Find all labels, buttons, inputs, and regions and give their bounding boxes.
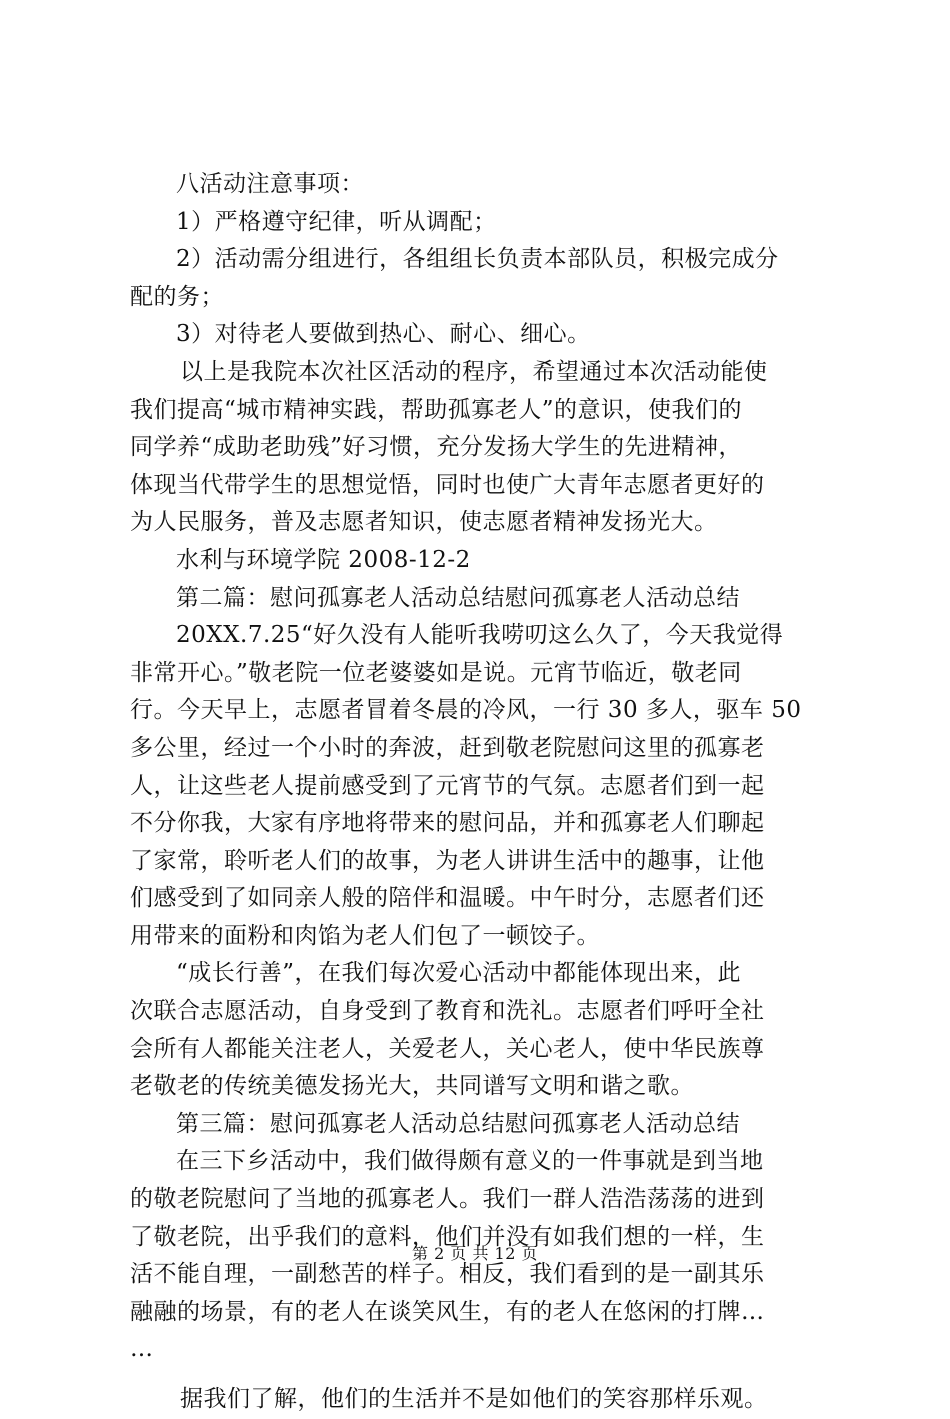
paragraph-line: 用带来的面粉和肉馅为老人们包了一顿饺子。	[130, 922, 600, 949]
paragraph-line: 据我们了解，他们的生活并不是如他们的笑容那样乐观。	[180, 1386, 768, 1412]
paragraph-line: 同学养“成助老助残”好习惯，充分发扬大学生的先进精神，	[130, 434, 743, 461]
paragraph-line: 3）对待老人要做到热心、耐心、细心。	[176, 321, 591, 348]
paragraph-line: 行。今天早上，志愿者冒着冬晨的冷风，一行 30 多人，驱车 50	[130, 697, 802, 724]
paragraph-line: 20XX.7.25“好久没有人能听我唠叨这么久了，今天我觉得	[176, 622, 784, 649]
paragraph-line: 老敬老的传统美德发扬光大，共同谱写文明和谐之歌。	[130, 1073, 694, 1100]
paragraph-line: 人，让这些老人提前感受到了元宵节的气氛。志愿者们到一起	[130, 772, 765, 799]
paragraph-line: 我们提高“城市精神实践，帮助孤寡老人”的意识，使我们的	[130, 396, 743, 423]
paragraph-line: 1）严格遵守纪律，听从调配；	[176, 208, 497, 235]
section-heading: 第三篇：慰问孤寡老人活动总结慰问孤寡老人活动总结	[176, 1110, 740, 1137]
paragraph-line: 不分你我，大家有序地将带来的慰问品，并和孤寡老人们聊起	[130, 810, 765, 837]
paragraph-line: 多公里，经过一个小时的奔波，赶到敬老院慰问这里的孤寡老	[130, 734, 765, 761]
paragraph-line: …	[130, 1336, 154, 1363]
paragraph-line: 融融的场景，有的老人在谈笑风生，有的老人在悠闲的打牌…	[130, 1298, 765, 1325]
paragraph-line: 2）活动需分组进行，各组组长负责本部队员，积极完成分	[176, 246, 779, 273]
paragraph-line: 次联合志愿活动，自身受到了教育和洗礼。志愿者们呼吁全社	[130, 998, 765, 1025]
paragraph-line: “成长行善”，在我们每次爱心活动中都能体现出来，此	[176, 960, 742, 987]
document-body	[130, 166, 840, 1419]
paragraph-line: 的敬老院慰问了当地的孤寡老人。我们一群人浩浩荡荡的进到	[130, 1186, 765, 1213]
paragraph-line: 会所有人都能关注老人，关爱老人，关心老人，使中华民族尊	[130, 1035, 765, 1062]
paragraph-line: 体现当代带学生的思想觉悟，同时也使广大青年志愿者更好的	[130, 471, 765, 498]
paragraph-line: 以上是我院本次社区活动的程序，希望通过本次活动能使	[180, 358, 768, 385]
paragraph-line: 非常开心。”敬老院一位老婆婆如是说。元宵节临近，敬老同	[130, 659, 742, 686]
paragraph-gap	[130, 1369, 840, 1381]
paragraph-line: 配的务；	[130, 283, 224, 310]
paragraph-line: 们感受到了如同亲人般的陪伴和温暖。中午时分，志愿者们还	[130, 885, 765, 912]
paragraph-line: 活不能自理，一副愁苦的样子。相反，我们看到的是一副其乐	[130, 1261, 765, 1288]
section-heading: 第二篇：慰问孤寡老人活动总结慰问孤寡老人活动总结	[176, 584, 740, 611]
page-footer: 第 2 页 共 12 页	[412, 1244, 538, 1263]
paragraph-line: 为人民服务，普及志愿者知识，使志愿者精神发扬光大。	[130, 509, 718, 536]
signature-line: 水利与环境学院 2008-12-2	[176, 546, 471, 573]
paragraph-line: 了家常，聆听老人们的故事，为老人讲讲生活中的趣事，让他	[130, 847, 765, 874]
paragraph-line: 八活动注意事项：	[176, 171, 364, 197]
paragraph-line: 了敬老院，出乎我们的意料，他们并没有如我们想的一样，生	[130, 1223, 765, 1250]
paragraph-line: 在三下乡活动中，我们做得颇有意义的一件事就是到当地	[176, 1148, 764, 1175]
